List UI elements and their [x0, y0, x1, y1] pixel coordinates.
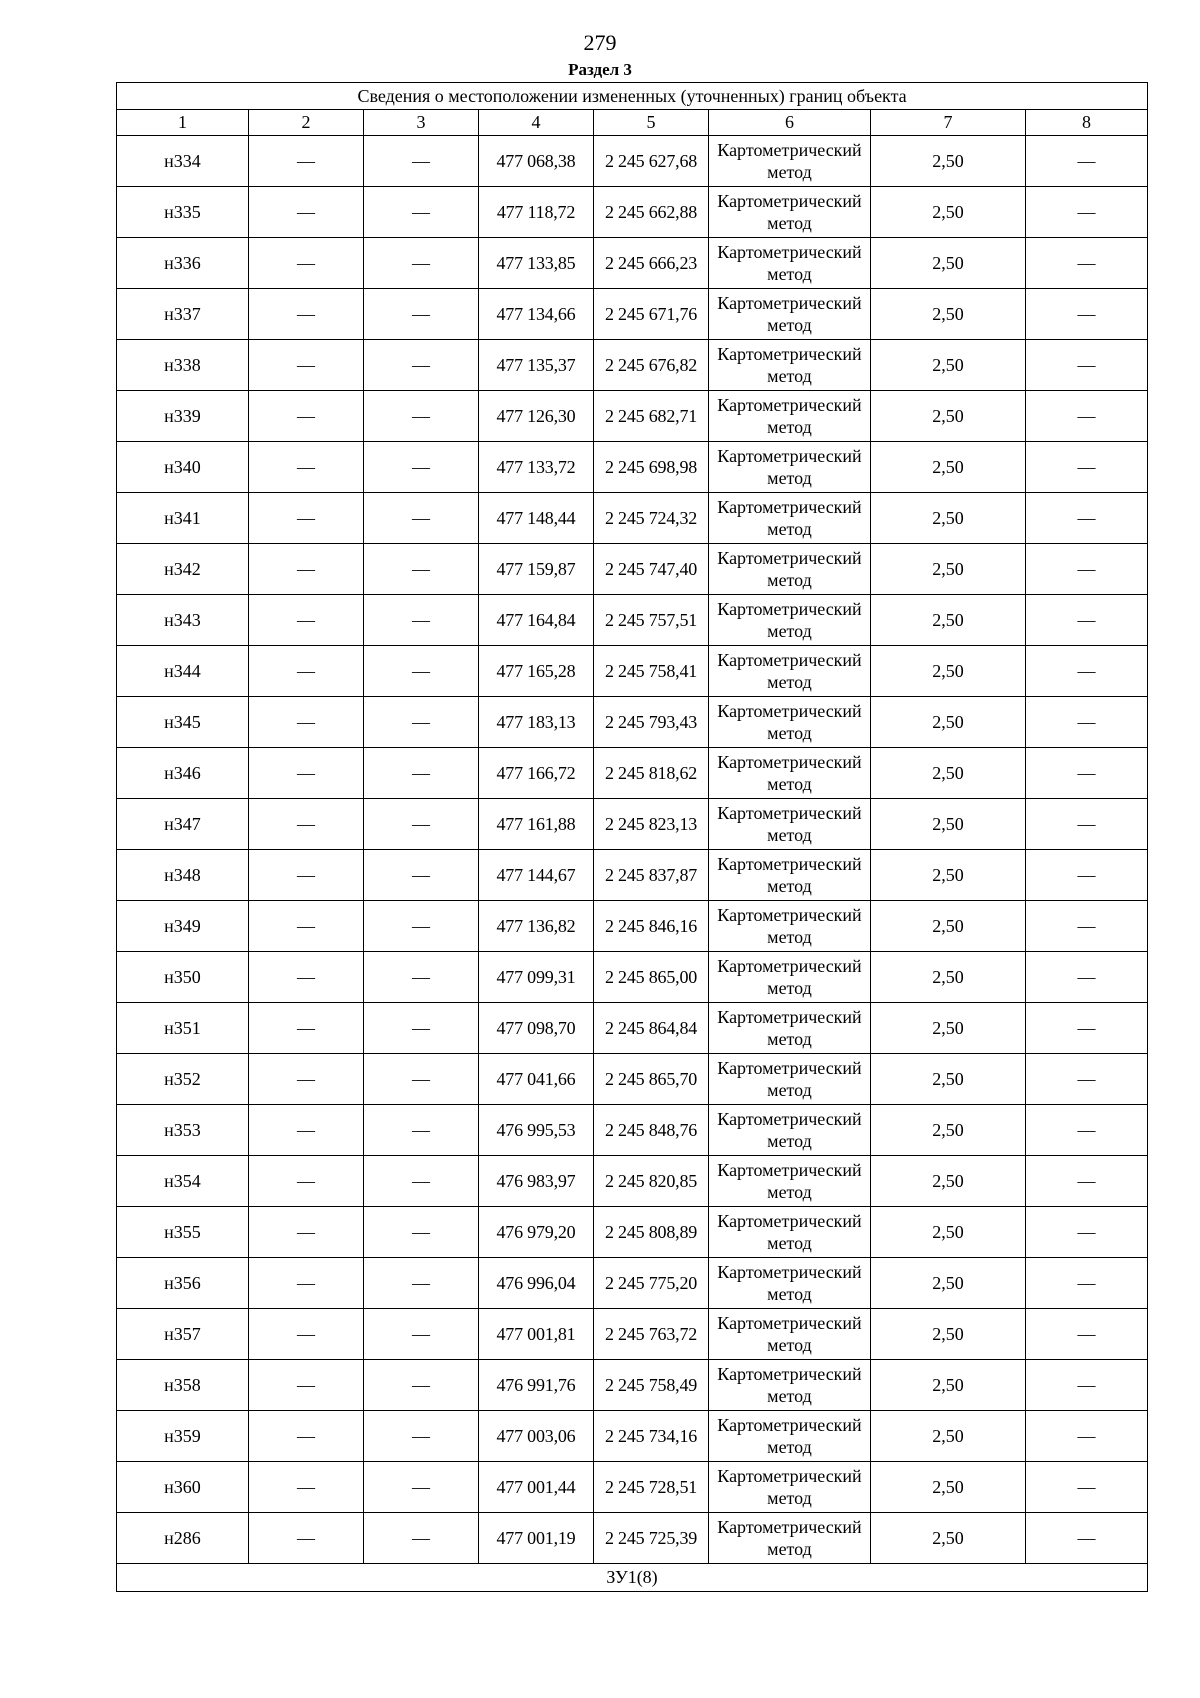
- empty-dash: —: [249, 544, 364, 595]
- table-row: [117, 1513, 1148, 1564]
- table-row: [117, 1207, 1148, 1258]
- table-row: [117, 340, 1148, 391]
- table-row: [117, 595, 1148, 646]
- column-number-7: 7: [871, 110, 1026, 136]
- coordinate-y: 2 245 757,51: [594, 595, 709, 646]
- empty-dash: —: [1026, 340, 1148, 391]
- point-label: н286: [117, 1513, 249, 1564]
- point-label: н335: [117, 187, 249, 238]
- coordinate-x: 477 183,13: [479, 697, 594, 748]
- coordinate-x: 477 003,06: [479, 1411, 594, 1462]
- point-label: н351: [117, 1003, 249, 1054]
- coordinate-y: 2 245 864,84: [594, 1003, 709, 1054]
- empty-dash: —: [249, 901, 364, 952]
- coordinate-x: 477 165,28: [479, 646, 594, 697]
- coordinate-x: 477 166,72: [479, 748, 594, 799]
- empty-dash: —: [249, 1462, 364, 1513]
- table-row: [117, 1054, 1148, 1105]
- empty-dash: —: [364, 1462, 479, 1513]
- empty-dash: —: [364, 1309, 479, 1360]
- empty-dash: —: [1026, 442, 1148, 493]
- column-number-2: 2: [249, 110, 364, 136]
- coordinate-y: 2 245 671,76: [594, 289, 709, 340]
- empty-dash: —: [1026, 391, 1148, 442]
- method-cell: Картометрический метод: [709, 850, 871, 901]
- coordinate-y: 2 245 666,23: [594, 238, 709, 289]
- coordinate-y: 2 245 676,82: [594, 340, 709, 391]
- accuracy-cell: 2,50: [871, 1105, 1026, 1156]
- accuracy-cell: 2,50: [871, 289, 1026, 340]
- accuracy-cell: 2,50: [871, 1207, 1026, 1258]
- accuracy-cell: 2,50: [871, 391, 1026, 442]
- empty-dash: —: [249, 136, 364, 187]
- coordinate-y: 2 245 728,51: [594, 1462, 709, 1513]
- page-number: 279: [583, 30, 617, 55]
- empty-dash: —: [1026, 748, 1148, 799]
- column-number-1: 1: [117, 110, 249, 136]
- point-label: н347: [117, 799, 249, 850]
- accuracy-cell: 2,50: [871, 1003, 1026, 1054]
- point-label: н343: [117, 595, 249, 646]
- table-row: [117, 136, 1148, 187]
- coordinate-x: 476 979,20: [479, 1207, 594, 1258]
- accuracy-cell: 2,50: [871, 850, 1026, 901]
- accuracy-cell: 2,50: [871, 340, 1026, 391]
- method-cell: Картометрический метод: [709, 187, 871, 238]
- empty-dash: —: [364, 442, 479, 493]
- coordinate-y: 2 245 823,13: [594, 799, 709, 850]
- coordinate-y: 2 245 662,88: [594, 187, 709, 238]
- point-label: н336: [117, 238, 249, 289]
- coordinate-y: 2 245 763,72: [594, 1309, 709, 1360]
- empty-dash: —: [364, 697, 479, 748]
- accuracy-cell: 2,50: [871, 238, 1026, 289]
- accuracy-cell: 2,50: [871, 952, 1026, 1003]
- point-label: н357: [117, 1309, 249, 1360]
- table-caption: Сведения о местоположении измененных (уточненных) границ объекта: [117, 83, 1148, 110]
- method-cell: Картометрический метод: [709, 799, 871, 850]
- accuracy-cell: 2,50: [871, 1258, 1026, 1309]
- empty-dash: —: [364, 1411, 479, 1462]
- empty-dash: —: [364, 799, 479, 850]
- coordinate-y: 2 245 724,32: [594, 493, 709, 544]
- coordinate-y: 2 245 775,20: [594, 1258, 709, 1309]
- empty-dash: —: [249, 289, 364, 340]
- empty-dash: —: [249, 1105, 364, 1156]
- empty-dash: —: [364, 850, 479, 901]
- table-row: [117, 850, 1148, 901]
- empty-dash: —: [249, 646, 364, 697]
- table-row: [117, 901, 1148, 952]
- empty-dash: —: [1026, 1462, 1148, 1513]
- empty-dash: —: [1026, 1360, 1148, 1411]
- coordinate-y: 2 245 758,41: [594, 646, 709, 697]
- point-label: н345: [117, 697, 249, 748]
- empty-dash: —: [249, 1258, 364, 1309]
- point-label: н350: [117, 952, 249, 1003]
- empty-dash: —: [1026, 595, 1148, 646]
- empty-dash: —: [249, 238, 364, 289]
- coordinate-y: 2 245 758,49: [594, 1360, 709, 1411]
- empty-dash: —: [364, 391, 479, 442]
- empty-dash: —: [1026, 901, 1148, 952]
- accuracy-cell: 2,50: [871, 799, 1026, 850]
- accuracy-cell: 2,50: [871, 646, 1026, 697]
- empty-dash: —: [1026, 1411, 1148, 1462]
- empty-dash: —: [249, 595, 364, 646]
- empty-dash: —: [364, 901, 479, 952]
- method-cell: Картометрический метод: [709, 391, 871, 442]
- coordinate-x: 477 001,44: [479, 1462, 594, 1513]
- section-title: Раздел 3: [568, 60, 632, 79]
- accuracy-cell: 2,50: [871, 493, 1026, 544]
- table-row: [117, 391, 1148, 442]
- accuracy-cell: 2,50: [871, 1411, 1026, 1462]
- point-label: н355: [117, 1207, 249, 1258]
- table-row: [117, 1411, 1148, 1462]
- table-row: [117, 1462, 1148, 1513]
- table-row: [117, 1156, 1148, 1207]
- method-cell: Картометрический метод: [709, 1462, 871, 1513]
- accuracy-cell: 2,50: [871, 1156, 1026, 1207]
- table-footer-label: ЗУ1(8): [117, 1564, 1148, 1592]
- coordinate-x: 477 135,37: [479, 340, 594, 391]
- empty-dash: —: [1026, 1258, 1148, 1309]
- table-row: [117, 1003, 1148, 1054]
- coordinate-y: 2 245 846,16: [594, 901, 709, 952]
- empty-dash: —: [364, 646, 479, 697]
- empty-dash: —: [249, 187, 364, 238]
- coordinate-x: 476 983,97: [479, 1156, 594, 1207]
- accuracy-cell: 2,50: [871, 544, 1026, 595]
- method-cell: Картометрический метод: [709, 289, 871, 340]
- coordinate-y: 2 245 734,16: [594, 1411, 709, 1462]
- coordinate-x: 477 144,67: [479, 850, 594, 901]
- empty-dash: —: [1026, 1054, 1148, 1105]
- method-cell: Картометрический метод: [709, 1309, 871, 1360]
- method-cell: Картометрический метод: [709, 136, 871, 187]
- empty-dash: —: [1026, 646, 1148, 697]
- empty-dash: —: [1026, 136, 1148, 187]
- empty-dash: —: [364, 238, 479, 289]
- coordinate-x: 477 098,70: [479, 1003, 594, 1054]
- empty-dash: —: [249, 1411, 364, 1462]
- coordinate-x: 477 161,88: [479, 799, 594, 850]
- table-row: [117, 1258, 1148, 1309]
- coordinate-y: 2 245 682,71: [594, 391, 709, 442]
- empty-dash: —: [1026, 1105, 1148, 1156]
- column-number-4: 4: [479, 110, 594, 136]
- empty-dash: —: [1026, 697, 1148, 748]
- empty-dash: —: [249, 1156, 364, 1207]
- coordinate-y: 2 245 848,76: [594, 1105, 709, 1156]
- empty-dash: —: [249, 442, 364, 493]
- coordinate-x: 477 099,31: [479, 952, 594, 1003]
- empty-dash: —: [1026, 799, 1148, 850]
- point-label: н352: [117, 1054, 249, 1105]
- empty-dash: —: [364, 595, 479, 646]
- point-label: н353: [117, 1105, 249, 1156]
- coordinate-y: 2 245 747,40: [594, 544, 709, 595]
- method-cell: Картометрический метод: [709, 442, 871, 493]
- coordinate-x: 477 133,85: [479, 238, 594, 289]
- empty-dash: —: [1026, 1309, 1148, 1360]
- empty-dash: —: [249, 340, 364, 391]
- empty-dash: —: [364, 340, 479, 391]
- empty-dash: —: [364, 1003, 479, 1054]
- empty-dash: —: [249, 1360, 364, 1411]
- point-label: н339: [117, 391, 249, 442]
- point-label: н346: [117, 748, 249, 799]
- empty-dash: —: [364, 289, 479, 340]
- empty-dash: —: [364, 1513, 479, 1564]
- method-cell: Картометрический метод: [709, 1258, 871, 1309]
- method-cell: Картометрический метод: [709, 1513, 871, 1564]
- table-row: [117, 544, 1148, 595]
- coordinate-x: 477 068,38: [479, 136, 594, 187]
- accuracy-cell: 2,50: [871, 748, 1026, 799]
- point-label: н342: [117, 544, 249, 595]
- table-row: [117, 646, 1148, 697]
- method-cell: Картометрический метод: [709, 697, 871, 748]
- coordinate-y: 2 245 820,85: [594, 1156, 709, 1207]
- method-cell: Картометрический метод: [709, 1003, 871, 1054]
- empty-dash: —: [249, 1054, 364, 1105]
- method-cell: Картометрический метод: [709, 544, 871, 595]
- accuracy-cell: 2,50: [871, 1513, 1026, 1564]
- coordinate-x: 477 164,84: [479, 595, 594, 646]
- empty-dash: —: [249, 493, 364, 544]
- accuracy-cell: 2,50: [871, 187, 1026, 238]
- coordinate-x: 477 159,87: [479, 544, 594, 595]
- point-label: н344: [117, 646, 249, 697]
- method-cell: Картометрический метод: [709, 1105, 871, 1156]
- empty-dash: —: [364, 748, 479, 799]
- coordinate-y: 2 245 725,39: [594, 1513, 709, 1564]
- coordinate-y: 2 245 627,68: [594, 136, 709, 187]
- empty-dash: —: [249, 391, 364, 442]
- empty-dash: —: [249, 799, 364, 850]
- point-label: н358: [117, 1360, 249, 1411]
- coordinate-x: 477 136,82: [479, 901, 594, 952]
- coordinate-y: 2 245 808,89: [594, 1207, 709, 1258]
- table-row: [117, 748, 1148, 799]
- empty-dash: —: [249, 748, 364, 799]
- empty-dash: —: [364, 187, 479, 238]
- empty-dash: —: [249, 952, 364, 1003]
- accuracy-cell: 2,50: [871, 1360, 1026, 1411]
- coordinate-y: 2 245 793,43: [594, 697, 709, 748]
- empty-dash: —: [1026, 952, 1148, 1003]
- table-row: [117, 187, 1148, 238]
- coordinate-x: 477 134,66: [479, 289, 594, 340]
- method-cell: Картометрический метод: [709, 901, 871, 952]
- empty-dash: —: [1026, 238, 1148, 289]
- accuracy-cell: 2,50: [871, 595, 1026, 646]
- table-row: [117, 289, 1148, 340]
- empty-dash: —: [1026, 850, 1148, 901]
- table-row: [117, 1360, 1148, 1411]
- table-row: [117, 799, 1148, 850]
- empty-dash: —: [364, 136, 479, 187]
- point-label: н354: [117, 1156, 249, 1207]
- point-label: н348: [117, 850, 249, 901]
- point-label: н359: [117, 1411, 249, 1462]
- empty-dash: —: [1026, 544, 1148, 595]
- coordinate-y: 2 245 865,70: [594, 1054, 709, 1105]
- point-label: н340: [117, 442, 249, 493]
- table-row: [117, 1309, 1148, 1360]
- point-label: н356: [117, 1258, 249, 1309]
- method-cell: Картометрический метод: [709, 1411, 871, 1462]
- method-cell: Картометрический метод: [709, 595, 871, 646]
- table-row: [117, 493, 1148, 544]
- coordinate-x: 477 041,66: [479, 1054, 594, 1105]
- method-cell: Картометрический метод: [709, 1360, 871, 1411]
- empty-dash: —: [249, 850, 364, 901]
- empty-dash: —: [249, 1207, 364, 1258]
- coordinate-x: 477 133,72: [479, 442, 594, 493]
- empty-dash: —: [364, 1258, 479, 1309]
- coordinate-x: 477 001,19: [479, 1513, 594, 1564]
- point-label: н334: [117, 136, 249, 187]
- coordinate-x: 477 001,81: [479, 1309, 594, 1360]
- point-label: н360: [117, 1462, 249, 1513]
- accuracy-cell: 2,50: [871, 136, 1026, 187]
- empty-dash: —: [1026, 1003, 1148, 1054]
- method-cell: Картометрический метод: [709, 646, 871, 697]
- method-cell: Картометрический метод: [709, 238, 871, 289]
- empty-dash: —: [364, 1156, 479, 1207]
- column-number-3: 3: [364, 110, 479, 136]
- method-cell: Картометрический метод: [709, 748, 871, 799]
- point-label: н337: [117, 289, 249, 340]
- coordinate-y: 2 245 865,00: [594, 952, 709, 1003]
- coordinate-y: 2 245 818,62: [594, 748, 709, 799]
- empty-dash: —: [364, 1207, 479, 1258]
- point-label: н349: [117, 901, 249, 952]
- coordinate-x: 476 991,76: [479, 1360, 594, 1411]
- method-cell: Картометрический метод: [709, 952, 871, 1003]
- table-row: [117, 952, 1148, 1003]
- table-row: [117, 238, 1148, 289]
- empty-dash: —: [1026, 1156, 1148, 1207]
- empty-dash: —: [249, 697, 364, 748]
- accuracy-cell: 2,50: [871, 1054, 1026, 1105]
- empty-dash: —: [364, 493, 479, 544]
- coordinate-x: 477 148,44: [479, 493, 594, 544]
- empty-dash: —: [364, 1360, 479, 1411]
- column-number-8: 8: [1026, 110, 1148, 136]
- table-row: [117, 697, 1148, 748]
- table-row: [117, 1105, 1148, 1156]
- method-cell: Картометрический метод: [709, 1207, 871, 1258]
- coordinate-x: 476 996,04: [479, 1258, 594, 1309]
- empty-dash: —: [249, 1309, 364, 1360]
- method-cell: Картометрический метод: [709, 340, 871, 391]
- empty-dash: —: [1026, 187, 1148, 238]
- accuracy-cell: 2,50: [871, 901, 1026, 952]
- accuracy-cell: 2,50: [871, 442, 1026, 493]
- point-label: н338: [117, 340, 249, 391]
- empty-dash: —: [364, 952, 479, 1003]
- boundary-coordinates-table: [116, 82, 1148, 1592]
- coordinate-x: 476 995,53: [479, 1105, 594, 1156]
- accuracy-cell: 2,50: [871, 1309, 1026, 1360]
- table-row: [117, 442, 1148, 493]
- empty-dash: —: [364, 1054, 479, 1105]
- accuracy-cell: 2,50: [871, 1462, 1026, 1513]
- column-number-5: 5: [594, 110, 709, 136]
- method-cell: Картометрический метод: [709, 1054, 871, 1105]
- empty-dash: —: [364, 544, 479, 595]
- method-cell: Картометрический метод: [709, 1156, 871, 1207]
- coordinate-x: 477 126,30: [479, 391, 594, 442]
- point-label: н341: [117, 493, 249, 544]
- coordinate-y: 2 245 837,87: [594, 850, 709, 901]
- coordinate-y: 2 245 698,98: [594, 442, 709, 493]
- column-number-6: 6: [709, 110, 871, 136]
- empty-dash: —: [1026, 1513, 1148, 1564]
- empty-dash: —: [1026, 289, 1148, 340]
- empty-dash: —: [1026, 1207, 1148, 1258]
- empty-dash: —: [249, 1003, 364, 1054]
- empty-dash: —: [249, 1513, 364, 1564]
- coordinate-x: 477 118,72: [479, 187, 594, 238]
- empty-dash: —: [364, 1105, 479, 1156]
- accuracy-cell: 2,50: [871, 697, 1026, 748]
- method-cell: Картометрический метод: [709, 493, 871, 544]
- empty-dash: —: [1026, 493, 1148, 544]
